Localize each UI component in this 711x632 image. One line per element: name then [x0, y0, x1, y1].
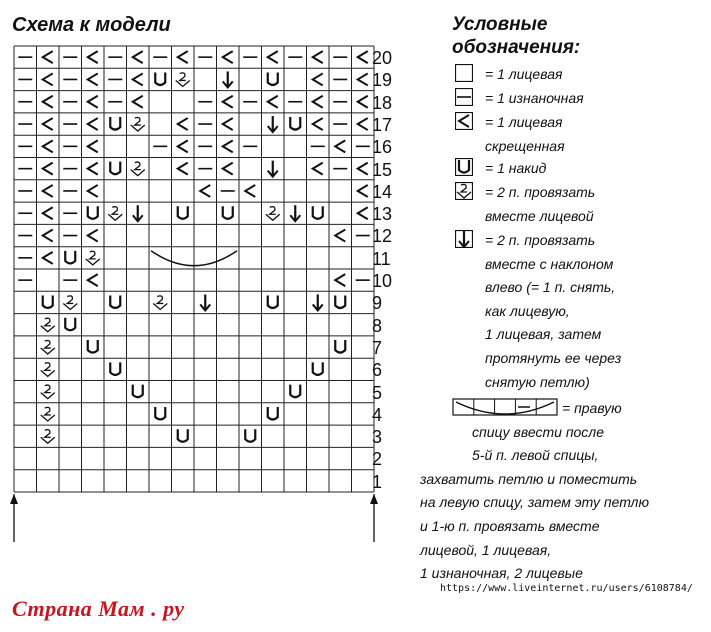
legend-text: = 2 п. провязать	[485, 232, 596, 248]
chart-cell-twisted-knit-r19-c2	[43, 73, 53, 85]
chart-cell-yarn-over-r6-c14	[313, 362, 323, 375]
chart-cell-undefined-r13-c5	[108, 207, 122, 221]
chart-cell-twisted-knit-r18-c4	[88, 96, 98, 108]
chart-cell-twisted-knit-r15-c2	[43, 163, 53, 175]
chart-cell-yarn-over-r9-c2	[43, 295, 53, 308]
row-number: 9	[372, 293, 383, 314]
chart-cell-yarn-over-r5-c13	[290, 385, 300, 398]
legend-text: как лицевую,	[485, 302, 570, 319]
chart-cell-twisted-knit-r20-c2	[43, 51, 53, 63]
chart-cell-undefined-r9-c7	[153, 296, 167, 310]
repeat-arrow-right	[370, 494, 378, 542]
chart-cell-yarn-over-r4-c12	[268, 407, 278, 420]
chart-cell-yarn-over-r4-c7	[155, 407, 165, 420]
chart-cell-yarn-over-r8-c3	[65, 318, 75, 331]
chart-cell-twisted-knit-r17-c2	[43, 118, 53, 130]
chart-cell-twisted-knit-r15-c16	[358, 163, 368, 175]
row-number: 1	[372, 471, 383, 492]
row-number: 10	[372, 271, 393, 291]
legend-text: 5-й п. левой спицы,	[472, 447, 599, 464]
chart-cell-twisted-knit-r20-c12	[268, 51, 278, 63]
chart-cell-twisted-knit-r15-c4	[88, 163, 98, 175]
chart-cell-twisted-knit-r16-c4	[88, 140, 98, 152]
yarn-over-icon	[455, 158, 473, 176]
chart-cell-yarn-over-r9-c12	[268, 295, 278, 308]
chart-cell-yarn-over-r5-c6	[133, 385, 143, 398]
chart-cell-undefined-r7-c2	[41, 340, 55, 354]
chart-cell-undefined-r15-c6	[131, 162, 145, 176]
chart-cell-twisted-knit-r18-c6	[133, 96, 143, 108]
chart-cell-twisted-knit-r16-c8	[178, 140, 188, 152]
row-number: 18	[372, 92, 393, 113]
chart-cell-twisted-knit-r17-c14	[313, 118, 323, 130]
chart-cell-yarn-over-r11-c3	[65, 251, 75, 264]
chart-cell-twisted-knit-r20-c16	[358, 51, 368, 63]
legend-text: = правую	[562, 400, 622, 416]
legend-text: снятую петлю)	[485, 373, 590, 390]
chart-cell-twisted-knit-r18-c14	[313, 96, 323, 108]
chart-cell-yarn-over-r17-c13	[290, 117, 300, 130]
legend-text: захватить петлю и поместить	[420, 470, 638, 487]
legend-text: скрещенная	[485, 137, 565, 154]
legend-text: и 1-ю п. провязать вместе	[420, 518, 600, 534]
chart-cell-twisted-knit-r10-c4	[88, 274, 98, 286]
row-number: 11	[372, 248, 391, 269]
row-number: 3	[372, 427, 383, 448]
legend-text: спицу ввести после	[472, 423, 604, 440]
chart-cell-twisted-knit-r10-c15	[335, 274, 345, 286]
chart-cell-undefined-r4-c2	[41, 407, 55, 421]
legend-text: на левую спицу, затем эту петлю	[420, 494, 649, 511]
legend-title-line2: обозначения:	[452, 37, 581, 58]
chart-cell-twisted-knit-r18-c2	[43, 96, 53, 108]
legend-text: = 1 лицевая	[485, 114, 563, 130]
legend-text: = 1 накид	[485, 160, 547, 176]
chart-cell-yarn-over-r9-c5	[110, 295, 120, 308]
legend-text: влево (= 1 п. снять,	[485, 279, 616, 296]
chart-cell-twisted-knit-r19-c6	[133, 73, 143, 85]
legend-title-line1: Условные	[452, 14, 548, 35]
chart-cell-undefined-r9-c3	[63, 296, 77, 310]
chart-cell-twisted-knit-r20-c14	[313, 51, 323, 63]
row-number: 8	[372, 315, 383, 336]
legend-text: = 1 изнаночная	[485, 90, 584, 106]
chart-cell-twisted-knit-r16-c15	[335, 140, 345, 152]
chart-cell-twisted-knit-r12-c2	[43, 230, 53, 242]
chart-cell-ssk-r9-c9	[200, 294, 210, 310]
twisted-knit-icon	[455, 112, 473, 130]
chart-cell-twisted-knit-r20-c4	[88, 51, 98, 63]
chart-cell-twisted-knit-r16-c10	[223, 140, 233, 152]
chart-cell-twisted-knit-r14-c2	[43, 185, 53, 197]
chart-cell-twisted-knit-r15-c10	[223, 163, 233, 175]
chart-cell-ssk-r19-c10	[223, 71, 233, 87]
knit-stitch-icon	[455, 64, 473, 82]
row-number: 7	[372, 337, 383, 358]
legend-text: 1 изнаночная, 2 лицевые	[420, 565, 583, 582]
chart-cell-twisted-knit-r17-c10	[223, 118, 233, 130]
chart-cell-twisted-knit-r15-c14	[313, 163, 323, 175]
chart-cell-twisted-knit-r17-c8	[178, 118, 188, 130]
chart-cell-yarn-over-r3-c11	[245, 429, 255, 442]
chart-cell-ssk-r13-c6	[133, 205, 143, 221]
chart-cell-yarn-over-r13-c14	[313, 206, 323, 219]
legend-text: 1 лицевая, затем	[485, 326, 602, 343]
chart-cell-twisted-knit-r17-c4	[88, 118, 98, 130]
chart-cell-undefined-r5-c2	[41, 385, 55, 399]
cable-icon	[452, 398, 560, 422]
chart-cell-twisted-knit-r18-c16	[358, 96, 368, 108]
repeat-arrow-left	[10, 494, 18, 542]
chart-cell-ssk-r15-c12	[268, 161, 278, 177]
legend-text: протянуть ее через	[485, 350, 622, 366]
legend-text: лицевой, 1 лицевая,	[420, 541, 552, 558]
chart-cell-twisted-knit-r13-c16	[358, 207, 368, 219]
row-number: 13	[372, 204, 393, 225]
chart-cell-twisted-knit-r13-c2	[43, 207, 53, 219]
chart-cell-twisted-knit-r14-c9	[200, 185, 210, 197]
chart-cell-twisted-knit-r17-c16	[358, 118, 368, 130]
chart-cell-twisted-knit-r20-c10	[223, 51, 233, 63]
row-number: 15	[372, 159, 393, 180]
brand-logo[interactable]: Страна Мам . ру	[12, 596, 185, 621]
chart-cell-yarn-over-r7-c15	[335, 340, 345, 353]
chart-cell-twisted-knit-r19-c4	[88, 73, 98, 85]
chart-cell-yarn-over-r13-c4	[88, 206, 98, 219]
row-number: 14	[372, 181, 393, 202]
ssk-icon	[455, 230, 473, 248]
chart-cell-twisted-knit-r19-c16	[358, 73, 368, 85]
chart-cell-ssk-r9-c14	[313, 294, 323, 310]
chart-cell-yarn-over-r13-c8	[178, 206, 188, 219]
legend-text: = 2 п. провязать	[485, 184, 596, 200]
row-number: 4	[372, 404, 383, 425]
row-number: 12	[372, 226, 393, 247]
chart-cell-undefined-r17-c6	[131, 117, 145, 131]
row-number: 19	[372, 70, 393, 91]
chart-cell-twisted-knit-r18-c12	[268, 96, 278, 108]
chart-cell-twisted-knit-r15-c8	[178, 163, 188, 175]
chart-cell-yarn-over-r7-c4	[88, 340, 98, 353]
chart-cell-ssk-r17-c12	[268, 116, 278, 132]
chart-cell-undefined-r8-c2	[41, 318, 55, 332]
chart-cell-twisted-knit-r16-c2	[43, 140, 53, 152]
row-number: 6	[372, 360, 383, 381]
chart-cell-twisted-knit-r12-c15	[335, 230, 345, 242]
row-number: 5	[372, 382, 383, 403]
chart-cell-yarn-over-r19-c7	[155, 72, 165, 85]
k2tog-icon	[455, 182, 473, 200]
chart-grid	[14, 46, 374, 492]
chart-cell-undefined-r13-c12	[266, 207, 280, 221]
legend-text: = 1 лицевая	[485, 66, 563, 82]
chart-cell-ssk-r13-c13	[290, 205, 300, 221]
credit-url[interactable]: https://www.liveinternet.ru/users/6108784/	[440, 583, 693, 594]
chart-cell-twisted-knit-r20-c8	[178, 51, 188, 63]
chart-cell-undefined-r3-c2	[41, 430, 55, 444]
chart-cell-yarn-over-r3-c8	[178, 429, 188, 442]
chart-cell-twisted-knit-r12-c4	[88, 230, 98, 242]
chart-cell-yarn-over-r13-c10	[223, 206, 233, 219]
chart-cell-yarn-over-r17-c5	[110, 117, 120, 130]
chart-cell-undefined-r6-c2	[41, 363, 55, 377]
row-number: 16	[372, 137, 393, 158]
row-number: 20	[372, 48, 393, 68]
chart-cell-twisted-knit-r18-c10	[223, 96, 233, 108]
legend-text: вместе с наклоном	[485, 255, 614, 272]
chart-cell-twisted-knit-r14-c11	[245, 185, 255, 197]
chart-title: Схема к модели	[12, 14, 171, 36]
chart-cell-twisted-knit-r14-c4	[88, 185, 98, 197]
chart-cell-twisted-knit-r11-c2	[43, 252, 53, 264]
chart-cell-twisted-knit-r14-c16	[358, 185, 368, 197]
legend-text: вместе лицевой	[485, 207, 594, 224]
row-number: 17	[372, 114, 393, 135]
chart-cell-undefined-r11-c4	[86, 251, 100, 265]
chart-cell-yarn-over-r15-c5	[110, 162, 120, 175]
chart-cell-twisted-knit-r20-c6	[133, 51, 143, 63]
chart-cell-undefined-r19-c8	[176, 73, 190, 87]
chart-cell-yarn-over-r9-c15	[335, 295, 345, 308]
row-number: 2	[372, 449, 383, 470]
chart-cell-yarn-over-r19-c12	[268, 72, 278, 85]
chart-cell-yarn-over-r6-c5	[110, 362, 120, 375]
purl-stitch-icon	[455, 88, 473, 106]
chart-cell-twisted-knit-r19-c14	[313, 73, 323, 85]
